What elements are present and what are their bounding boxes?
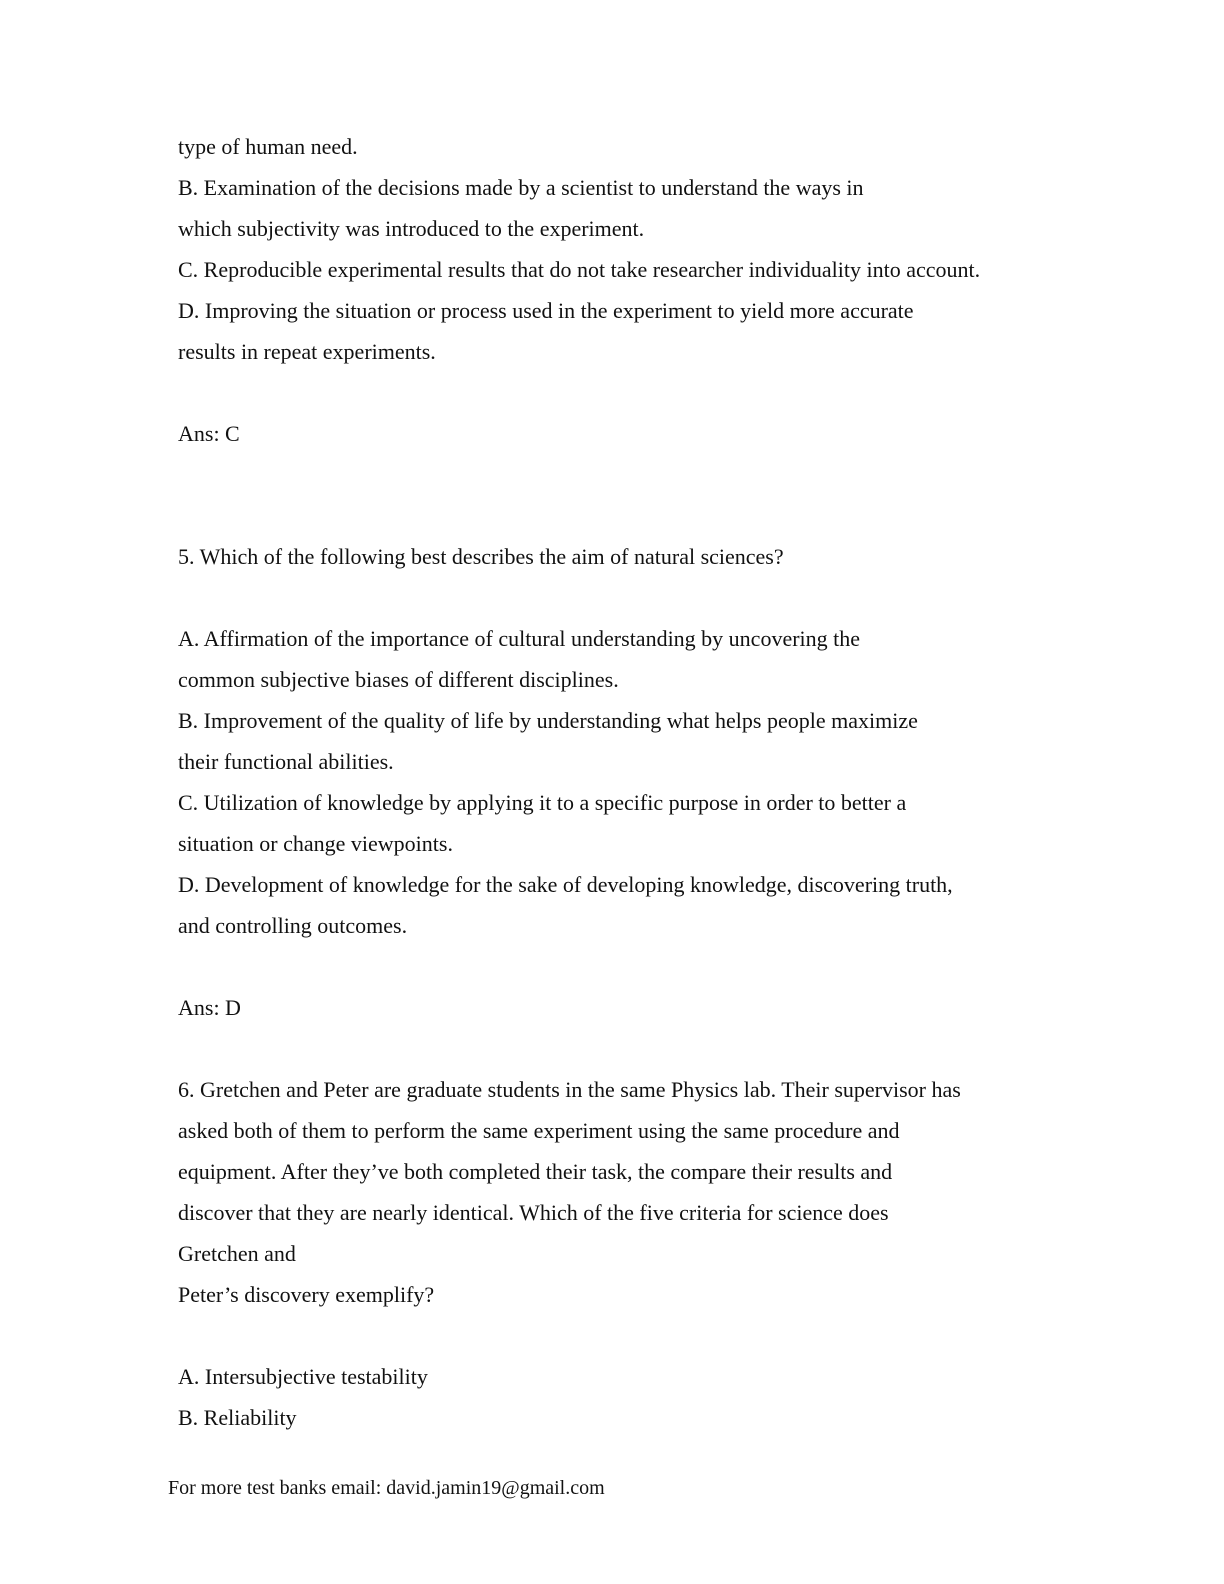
q5-option-b-line-1: B. Improvement of the quality of life by understanding what helps people maximize <box>178 708 918 733</box>
q4-option-b-line-1: B. Examination of the decisions made by a scientist to understand the ways in <box>178 175 864 200</box>
footer-contact: For more test banks email: david.jamin19@gmail.com <box>168 1477 605 1499</box>
q6-question-line-5: Gretchen and <box>178 1241 296 1266</box>
q6-question-line-6: Peter’s discovery exemplify? <box>178 1282 435 1307</box>
q5-option-a-line-1: A. Affirmation of the importance of cultural understanding by uncovering the <box>178 626 861 651</box>
q6-question-line-3: equipment. After they’ve both completed their task, the compare their results and <box>178 1159 893 1184</box>
q5-answer: Ans: D <box>178 995 241 1020</box>
q4-option-d-line-2: results in repeat experiments. <box>178 339 436 364</box>
q4-option-c-line-1: C. Reproducible experimental results that do not take researcher individuality into account. <box>178 257 981 282</box>
q4-answer: Ans: C <box>178 421 240 446</box>
q5-option-d-line-1: D. Development of knowledge for the sake of developing knowledge, discovering truth, <box>178 872 953 897</box>
q6-question-line-4: discover that they are nearly identical. Which of the five criteria for science does <box>178 1200 889 1225</box>
document-page <box>178 126 1078 1438</box>
q6-option-b: B. Reliability <box>178 1405 297 1430</box>
q5-option-d-line-2: and controlling outcomes. <box>178 913 408 938</box>
q4-option-d-line-1: D. Improving the situation or process used in the experiment to yield more accurate <box>178 298 914 323</box>
q5-option-b-line-2: their functional abilities. <box>178 749 394 774</box>
q5-question: 5. Which of the following best describes the aim of natural sciences? <box>178 544 784 569</box>
q5-option-a-line-2: common subjective biases of different disciplines. <box>178 667 619 692</box>
q5-option-c-line-1: C. Utilization of knowledge by applying it to a specific purpose in order to better a <box>178 790 907 815</box>
q6-question-line-1: 6. Gretchen and Peter are graduate students in the same Physics lab. Their supervisor has <box>178 1077 961 1102</box>
q4-option-b-line-2: which subjectivity was introduced to the experiment. <box>178 216 645 241</box>
q6-option-a: A. Intersubjective testability <box>178 1364 428 1389</box>
q6-question-line-2: asked both of them to perform the same experiment using the same procedure and <box>178 1118 900 1143</box>
q4-option-a-tail: type of human need. <box>178 134 358 159</box>
q5-option-c-line-2: situation or change viewpoints. <box>178 831 453 856</box>
